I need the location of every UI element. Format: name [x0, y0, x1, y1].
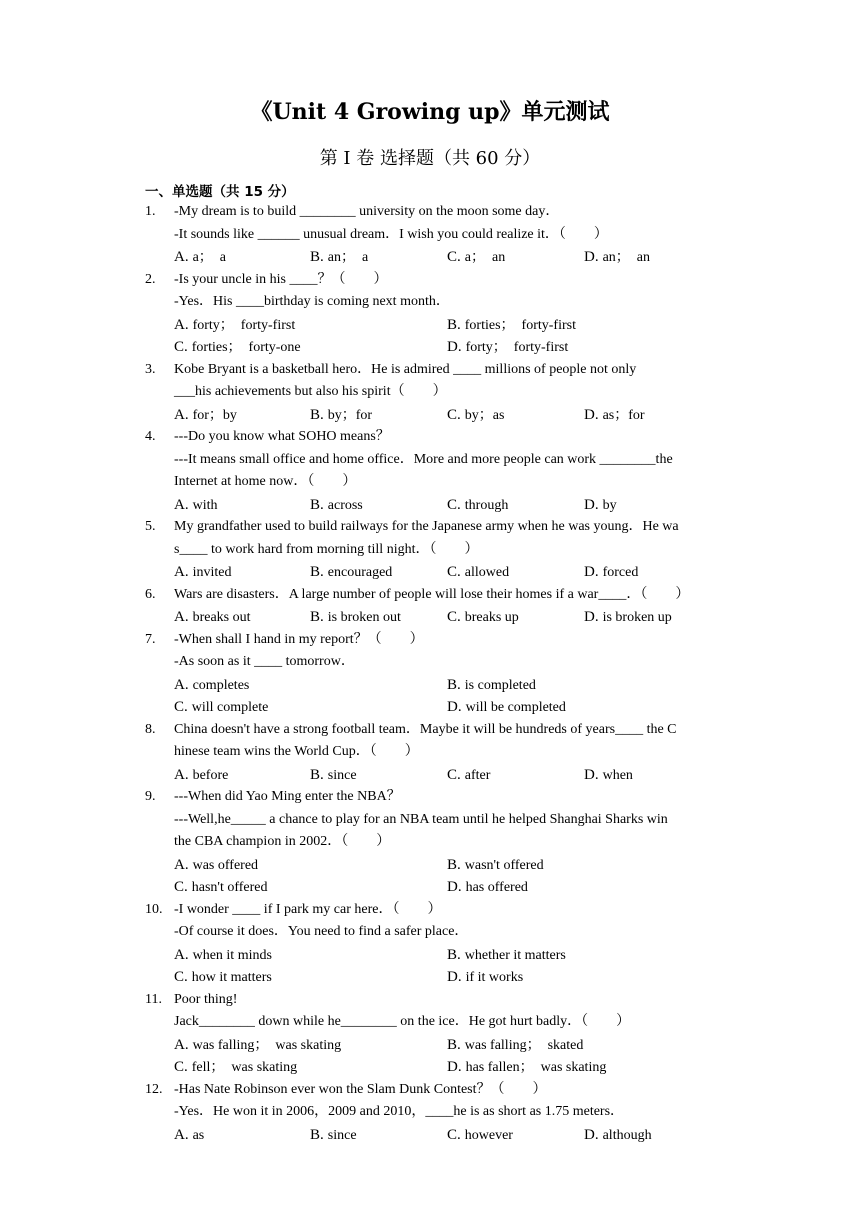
option-text: however — [464, 1127, 513, 1143]
answer-option[interactable] — [447, 1058, 606, 1077]
option-text: forty； forty-first — [192, 317, 296, 333]
question-text: -It sounds like ______ unusual dream．I wish you could realize it．（ ） — [174, 226, 608, 242]
answer-option[interactable] — [310, 406, 372, 425]
question-text: -Yes．His ____birthday is coming next month． — [174, 294, 450, 309]
option-text: if it works — [465, 970, 524, 985]
option-text: was falling； was skating — [192, 1037, 342, 1053]
option-text: breaks up — [464, 610, 519, 625]
answer-option[interactable] — [447, 766, 490, 785]
question-text: -Yes．He won it in 2006，2009 and 2010，____he is as short as 1.75 meters． — [174, 1104, 625, 1119]
option-letter: D. — [447, 339, 462, 355]
option-text: will complete — [191, 700, 269, 715]
section-heading: 一、单选题（共 15 分） — [145, 184, 295, 200]
question-text: My grandfather used to build railways for the Japanese army when he was young．He wa — [174, 519, 679, 534]
option-letter: D. — [584, 609, 599, 625]
option-text: has fallen； was skating — [465, 1060, 607, 1075]
option-letter: C. — [174, 339, 188, 355]
question-text: -Is your uncle in his ____？（ ） — [174, 271, 388, 287]
option-text: as；for — [602, 407, 645, 423]
question-number: 10. — [145, 901, 163, 917]
option-letter: B. — [310, 1126, 324, 1143]
option-text: hasn't offered — [191, 880, 268, 895]
option-text: by — [602, 497, 617, 513]
answer-option[interactable] — [447, 676, 536, 695]
question-text: ---Do you know what SOHO means？ — [174, 429, 390, 444]
option-text: as — [192, 1127, 205, 1143]
answer-option[interactable] — [584, 608, 672, 627]
answer-option[interactable] — [174, 946, 272, 965]
option-text: will be completed — [465, 700, 566, 715]
answer-option[interactable] — [447, 316, 576, 335]
answer-option[interactable] — [584, 406, 645, 425]
answer-option[interactable] — [310, 248, 368, 267]
option-letter: C. — [174, 969, 188, 985]
answer-option[interactable] — [310, 496, 363, 515]
option-text: was falling； skated — [464, 1037, 584, 1053]
option-letter: D. — [584, 1126, 599, 1143]
option-letter: C. — [447, 766, 461, 783]
option-text: when it minds — [192, 947, 272, 963]
option-letter: B. — [310, 496, 324, 513]
option-letter: A. — [174, 564, 189, 580]
question-number: 6. — [145, 586, 156, 602]
question-text: s____ to work hard from morning till night．（ ） — [174, 541, 479, 557]
answer-option[interactable] — [584, 496, 617, 515]
answer-option[interactable] — [310, 766, 357, 785]
option-letter: A. — [174, 946, 189, 963]
option-text: was offered — [192, 857, 259, 873]
option-text: although — [602, 1127, 652, 1143]
option-letter: A. — [174, 1126, 189, 1143]
option-letter: B. — [310, 249, 324, 265]
question-text: China doesn't have a strong football team．Maybe it will be hundreds of years____ the C — [174, 721, 677, 737]
option-letter: C. — [447, 496, 461, 513]
question-number: 1. — [145, 204, 156, 219]
option-letter: C. — [447, 564, 461, 580]
answer-option[interactable] — [174, 878, 268, 897]
answer-option[interactable] — [174, 1058, 297, 1077]
answer-option[interactable] — [447, 878, 528, 897]
answer-option[interactable] — [447, 608, 519, 627]
option-text: when — [602, 767, 633, 783]
question-number: 11. — [145, 991, 162, 1007]
option-letter: D. — [584, 406, 599, 423]
option-letter: C. — [174, 879, 188, 895]
option-letter: B. — [310, 766, 324, 783]
option-text: fell； was skating — [191, 1060, 298, 1075]
option-letter: B. — [310, 406, 324, 423]
option-text: for；by — [192, 407, 237, 423]
option-letter: A. — [174, 766, 189, 783]
option-text: is broken up — [602, 610, 672, 625]
option-text: since — [327, 1127, 357, 1143]
option-text: whether it matters — [464, 947, 566, 963]
option-letter: B. — [447, 946, 461, 963]
option-letter: B. — [447, 316, 461, 333]
option-letter: D. — [584, 564, 599, 580]
option-text: before — [192, 767, 229, 783]
answer-option[interactable] — [174, 1126, 204, 1145]
option-text: across — [327, 497, 363, 513]
option-letter: A. — [174, 1036, 189, 1053]
option-letter: D. — [584, 496, 599, 513]
question-text: -I wonder ____ if I park my car here．（ ） — [174, 901, 442, 917]
option-text: through — [464, 497, 509, 513]
option-text: wasn't offered — [464, 857, 544, 873]
option-text: a； a — [192, 250, 227, 265]
paper-subtitle: 第 I 卷 选择题（共 60 分） — [319, 148, 541, 169]
option-letter: C. — [174, 699, 188, 715]
answer-option[interactable] — [447, 563, 509, 582]
option-letter: D. — [447, 699, 462, 715]
option-letter: C. — [447, 609, 461, 625]
option-letter: B. — [447, 856, 461, 873]
answer-option[interactable] — [174, 968, 272, 987]
question-text: -Has Nate Robinson ever won the Slam Dunk Contest？（ ） — [174, 1081, 547, 1097]
question-text: hinese team wins the World Cup．（ ） — [174, 744, 419, 759]
option-text: forties； forty-first — [464, 317, 576, 333]
option-letter: D. — [447, 879, 462, 895]
answer-option[interactable] — [447, 248, 505, 267]
option-text: is completed — [464, 677, 536, 693]
question-number: 3. — [145, 361, 156, 377]
answer-option[interactable] — [174, 676, 249, 695]
option-letter: A. — [174, 406, 189, 423]
option-letter: D. — [584, 766, 599, 783]
question-number: 9. — [145, 789, 156, 804]
option-text: after — [464, 767, 491, 783]
option-letter: C. — [174, 1059, 188, 1075]
option-letter: C. — [447, 1126, 461, 1143]
answer-option[interactable] — [310, 608, 401, 627]
option-text: has offered — [465, 880, 528, 895]
option-text: invited — [192, 565, 232, 580]
question-text: Internet at home now．（ ） — [174, 474, 357, 489]
option-text: allowed — [464, 565, 510, 580]
option-letter: A. — [174, 496, 189, 513]
question-number: 4. — [145, 429, 156, 444]
question-number: 7. — [145, 631, 156, 647]
answer-option[interactable] — [447, 1036, 583, 1055]
option-text: by；for — [327, 407, 373, 423]
option-text: a； an — [464, 250, 506, 265]
answer-option[interactable] — [447, 1126, 513, 1145]
answer-option[interactable] — [447, 698, 566, 717]
option-letter: D. — [584, 249, 599, 265]
question-text: ---When did Yao Ming enter the NBA？ — [174, 789, 401, 804]
answer-option[interactable] — [174, 563, 231, 582]
answer-option[interactable] — [447, 338, 568, 357]
question-number: 2. — [145, 271, 156, 287]
option-letter: C. — [447, 249, 461, 265]
option-text: forties； forty-one — [191, 340, 301, 355]
answer-option[interactable] — [447, 946, 566, 965]
option-letter: D. — [447, 1059, 462, 1075]
answer-option[interactable] — [447, 496, 508, 515]
answer-option[interactable] — [447, 968, 523, 987]
answer-option[interactable] — [174, 698, 268, 717]
question-text: -Of course it does．You need to find a safer place． — [174, 924, 469, 939]
option-letter: A. — [174, 856, 189, 873]
option-letter: D. — [447, 969, 462, 985]
answer-option[interactable] — [310, 1126, 357, 1145]
option-text: forty； forty-first — [465, 340, 569, 355]
answer-option[interactable] — [174, 406, 237, 425]
option-text: completes — [192, 677, 250, 693]
option-letter: B. — [447, 676, 461, 693]
answer-option[interactable] — [174, 248, 226, 267]
page-title: 《Unit 4 Growing up》单元测试 — [250, 99, 610, 125]
answer-option[interactable] — [584, 563, 638, 582]
answer-option[interactable] — [174, 856, 258, 875]
question-text: Kobe Bryant is a basketball hero．He is admired ____ millions of people not only — [174, 361, 637, 377]
option-text: is broken out — [327, 610, 401, 625]
answer-option[interactable] — [174, 316, 295, 335]
option-letter: B. — [310, 564, 324, 580]
option-text: an； a — [327, 250, 369, 265]
question-text: Jack________ down while he________ on the ice．He got hurt badly．（ ） — [174, 1014, 631, 1029]
question-number: 8. — [145, 721, 156, 737]
option-text: forced — [602, 565, 639, 580]
option-letter: B. — [447, 1036, 461, 1053]
option-text: breaks out — [192, 610, 251, 625]
question-text: Poor thing! — [174, 991, 238, 1007]
question-text: ---It means small office and home office．More and more people can work ________the — [174, 451, 673, 467]
option-letter: A. — [174, 249, 189, 265]
option-letter: A. — [174, 676, 189, 693]
question-text: ---Well,he_____ a chance to play for an NBA team until he helped Shanghai Sharks win — [174, 811, 668, 827]
question-text: ___his achievements but also his spirit（ ） — [174, 384, 447, 399]
option-text: an； an — [602, 250, 651, 265]
option-text: encouraged — [327, 565, 393, 580]
option-text: since — [327, 767, 357, 783]
option-letter: B. — [310, 609, 324, 625]
answer-option[interactable] — [174, 766, 228, 785]
question-text: the CBA champion in 2002．（ ） — [174, 834, 391, 849]
answer-option[interactable] — [174, 496, 217, 515]
answer-option[interactable] — [584, 248, 650, 267]
answer-option[interactable] — [447, 406, 504, 425]
question-number: 5. — [145, 519, 156, 534]
option-letter: A. — [174, 609, 189, 625]
answer-option[interactable] — [310, 563, 392, 582]
answer-option[interactable] — [584, 766, 633, 785]
answer-option[interactable] — [584, 1126, 652, 1145]
answer-option[interactable] — [447, 856, 544, 875]
option-letter: A. — [174, 316, 189, 333]
question-text: -As soon as it ____ tomorrow． — [174, 654, 355, 669]
answer-option[interactable] — [174, 608, 251, 627]
question-text: -When shall I hand in my report？（ ） — [174, 631, 424, 647]
question-number: 12. — [145, 1081, 163, 1097]
option-text: how it matters — [191, 970, 272, 985]
answer-option[interactable] — [174, 1036, 341, 1055]
option-letter: C. — [447, 406, 461, 423]
question-text: -My dream is to build ________ university on the moon some day． — [174, 204, 560, 219]
option-text: with — [192, 497, 218, 513]
answer-option[interactable] — [174, 338, 301, 357]
option-text: by；as — [464, 407, 505, 423]
question-text: Wars are disasters．A large number of people will lose their homes if a war____．（ ） — [174, 586, 690, 602]
